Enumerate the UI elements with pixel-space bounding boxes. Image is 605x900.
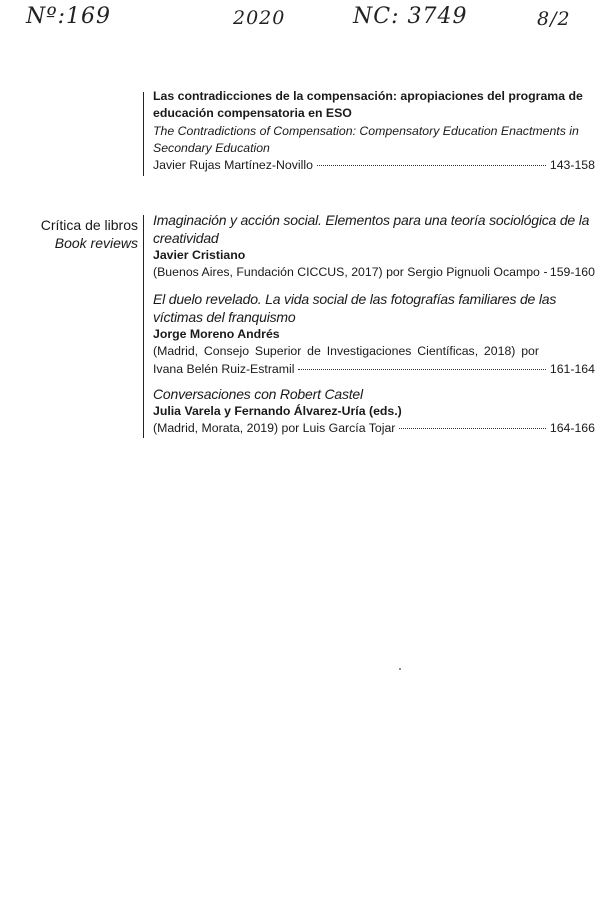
section-label [20,216,138,252]
leader-dots [544,272,546,273]
handwritten-fraction: 8/2 [537,8,571,30]
reviews-rule [143,215,144,438]
section-title-es: Crítica de libros [40,217,138,233]
review-entry [153,290,595,378]
article-author: Javier Rujas Martínez-Novillo [153,158,313,173]
handwritten-number: Nº:169 [26,4,111,29]
review-details: (Madrid, Morata, 2019) por Luis García Tojar [153,421,396,436]
review-book-author: Jorge Moreno Andrés [153,327,280,341]
article-author-row [153,157,595,174]
review-pages: 164-166 [549,421,595,436]
article-title-en: The Contradictions of Compensation: Compensatory Education Enactments in Secondary Education [153,123,579,155]
review-details: (Madrid, Consejo Superior de Investigaciones Científicas, 2018) por [153,344,539,359]
article-pages: 143-158 [549,158,595,173]
section-title-en: Book reviews [54,235,138,251]
review-details-cont: Ivana Belén Ruiz-Estramil [153,361,295,376]
handwritten-year: 2020 [233,7,286,29]
review-title: Imaginación y acción social. Elementos para una teoría sociológica de la creatividad [153,212,590,246]
review-book-author: Javier Cristiano [153,248,246,262]
review-details-row [153,264,595,281]
review-title: Conversaciones con Robert Castel [153,386,363,402]
leader-dots [298,369,545,370]
review-details: (Buenos Aires, Fundación CICCUS, 2017) por Sergio Pignuoli Ocampo [153,265,540,280]
scan-speck [399,668,401,670]
review-entry [153,211,595,282]
article-entry [153,88,595,174]
article-rule [143,92,144,176]
handwritten-nc: NC: 3749 [353,4,468,29]
review-details-row [153,361,595,378]
review-book-author: Julia Varela y Fernando Álvarez-Uría (eds.) [153,404,402,418]
review-pages: 161-164 [549,361,595,376]
leader-dots [399,428,545,429]
review-details-row [153,420,595,437]
review-title: El duelo revelado. La vida social de las fotografías familiares de las víctimas del franquismo [153,291,557,325]
review-entry [153,385,595,438]
review-pages: 159-160 [549,265,595,280]
leader-dots [317,165,546,166]
article-title-es: Las contradicciones de la compensación: apropiaciones del programa de educación compensatoria en ESO [153,89,583,121]
